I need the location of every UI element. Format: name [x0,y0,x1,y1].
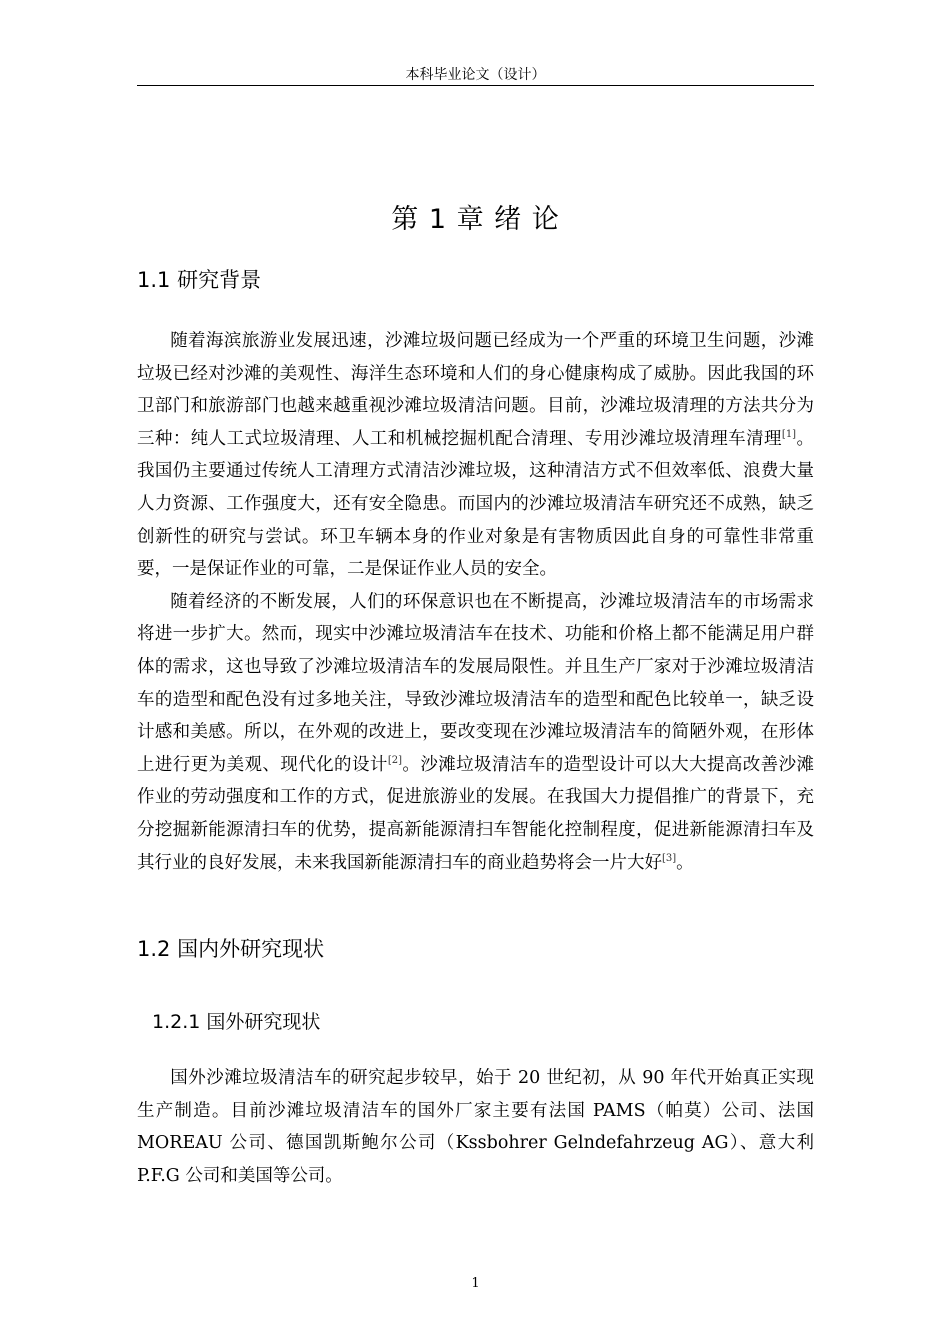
paragraph-background-1 [137,325,814,586]
paragraph-background-2 [137,586,814,879]
citation-ref[interactable]: [1] [781,428,797,440]
section-1-2-1-body [137,1062,814,1192]
section-heading-1-2-1: 1.2.1 国外研究现状 [152,1011,321,1033]
page-number: 1 [471,1276,480,1291]
paragraph-text: 。我国仍主要通过传统人工清理方式清洁沙滩垃圾，这种清洁方式不但效率低、浪费大量人力资源、工作强度大，还有安全隐患。而国内的沙滩垃圾清洁车研究还不成熟，缺乏创新性的研究与尝试。环卫车辆本身的作业对象是有害物质因此自身的可靠性非常重要，一是保证作业的可靠，二是保证作业人员的安全。 [137,428,815,580]
running-head: 本科毕业论文（设计） [405,67,546,83]
citation-ref[interactable]: [2] [387,754,402,766]
paragraph-foreign-research: 国外沙滩垃圾清洁车的研究起步较早，始于 20 世纪初，从 90 年代开始真正实现生产制造。目前沙滩垃圾清洁车的国外厂家主要有法国 PAMS（帕莫）公司、法国 MOREAU 公司、德国凯斯鲍尔公司（Kssbohrer Gelndefahrzeug AG）、意大利 P.F.G 公司和美国等公司。 [137,1068,814,1186]
chapter-title: 第 1 章 绪 论 [391,204,560,235]
paragraph-text: 。 [676,852,694,873]
section-1-1-body [137,325,814,879]
paragraph-text: 。沙滩垃圾清洁车的造型设计可以大大提高改善沙滩作业的劳动强度和工作的方式，促进旅游业的发展。在我国大力提倡推广的背景下，充分挖掘新能源清扫车的优势，提高新能源清扫车智能化控制程度，促进新能源清扫车及其行业的良好发展，未来我国新能源清扫车的商业趋势将会一片大好 [137,754,815,873]
paragraph-text: 随着经济的不断发展，人们的环保意识也在不断提高，沙滩垃圾清洁车的市场需求将进一步扩大。然而，现实中沙滩垃圾清洁车在技术、功能和价格上都不能满足用户群体的需求，这也导致了沙滩垃圾清洁车的发展局限性。并且生产厂家对于沙滩垃圾清洁车的造型和配色没有过多地关注，导致沙滩垃圾清洁车的造型和配色比较单一，缺乏设计感和美感。所以，在外观的改进上，要改变现在沙滩垃圾清洁车的简陋外观，在形体上进行更为美观、现代化的设计 [137,591,814,775]
header-rule [137,85,814,86]
section-heading-1-2: 1.2 国内外研究现状 [137,937,325,961]
paragraph-text: 随着海滨旅游业发展迅速，沙滩垃圾问题已经成为一个严重的环境卫生问题，沙滩垃圾已经对沙滩的美观性、海洋生态环境和人们的身心健康构成了威胁。因此我国的环卫部门和旅游部门也越来越重视沙滩垃圾清洁问题。目前，沙滩垃圾清理的方法共分为三种：纯人工式垃圾清理、人工和机械挖掘机配合清理、专用沙滩垃圾清理车清理 [137,331,814,449]
section-heading-1-1: 1.1 研究背景 [137,268,262,292]
citation-ref[interactable]: [3] [662,852,677,864]
